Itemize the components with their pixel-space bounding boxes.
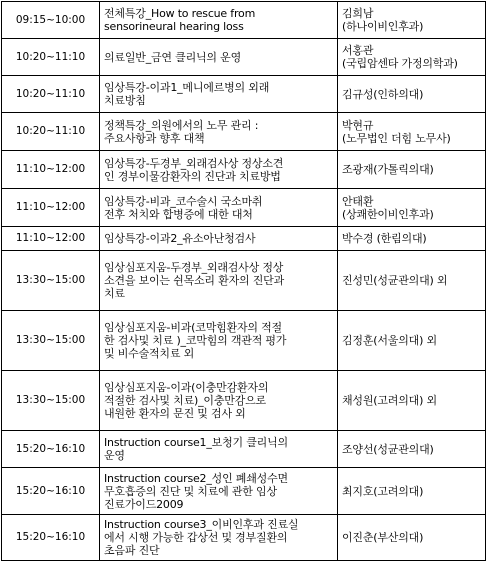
session-title <box>100 113 338 151</box>
session-time: 13:30~15:00 <box>2 311 100 371</box>
session-speaker <box>338 371 486 431</box>
session-title-line: 초음파 진단 <box>104 544 160 557</box>
session-speaker <box>338 251 486 311</box>
session-title <box>100 227 338 251</box>
session-title-line: 진료가이드2009 <box>104 497 184 511</box>
session-speaker <box>338 113 486 151</box>
session-time: 15:20~16:10 <box>2 468 100 515</box>
session-title-line: 인 경부이물감환자의 진단과 치료방법 <box>104 169 281 183</box>
session-speaker-line: 채성원(고려의대) 외 <box>342 394 437 407</box>
session-title-line: 주요사항과 향후 대책 <box>104 131 205 145</box>
session-speaker-line: 서홍관 <box>342 44 374 57</box>
session-title <box>100 2 338 39</box>
session-speaker-line: 조양선(성균관의대) <box>342 442 434 456</box>
table-row <box>2 311 486 371</box>
session-time: 11:10~12:00 <box>2 227 100 251</box>
session-title-line: 임상특강-두경부_외래검사상 정상소견 <box>104 156 284 170</box>
session-title <box>100 151 338 189</box>
session-title <box>100 39 338 76</box>
session-speaker-line: (하나이비인후과) <box>342 20 424 33</box>
session-speaker-line: (상쾌한이비인후과) <box>342 207 434 221</box>
session-speaker <box>338 431 486 468</box>
session-speaker-line: 최지호(고려의대) <box>342 484 424 498</box>
session-speaker <box>338 189 486 227</box>
table-row <box>2 515 486 561</box>
session-title-line: 임상특강-이과2_유소아난청검사 <box>104 232 256 245</box>
session-title <box>100 251 338 311</box>
session-time: 11:10~12:00 <box>2 151 100 189</box>
table-row <box>2 151 486 189</box>
table-row <box>2 227 486 251</box>
session-title-line: 임상특강-비과_코수술시 국소마취 <box>104 194 263 208</box>
table-row <box>2 251 486 311</box>
schedule-body <box>2 2 486 561</box>
session-title-line: 내원한 환자의 문진 및 검사 외 <box>104 407 246 420</box>
session-title-line: 임상심포지움-비과(코막힘환자의 적절 <box>104 321 282 334</box>
session-speaker <box>338 468 486 515</box>
session-time: 10:20~11:10 <box>2 39 100 76</box>
session-title <box>100 189 338 227</box>
session-time: 15:20~16:10 <box>2 431 100 468</box>
table-row <box>2 76 486 113</box>
table-row <box>2 189 486 227</box>
session-speaker <box>338 515 486 561</box>
session-speaker <box>338 76 486 113</box>
session-speaker-line: 박현규 <box>342 118 374 132</box>
session-title-line: 치료 <box>104 287 125 300</box>
session-speaker-line: 김규성(인하의대) <box>342 87 424 101</box>
session-title-line: 무호흡증의 진단 및 치료에 관한 임상 <box>104 484 277 498</box>
session-speaker <box>338 227 486 251</box>
table-row <box>2 39 486 76</box>
session-title-line: 적절한 검사및 치료)_이충만감으로 <box>104 394 266 407</box>
session-title-line: sensorineural hearing loss <box>104 20 244 33</box>
session-title-line: 한 검사및 치료 )_코막힘의 객관적 평가 <box>104 334 287 347</box>
session-title-line: 소견을 보이는 쉰목소리 환자의 진단과 <box>104 274 285 287</box>
table-row <box>2 468 486 515</box>
session-speaker <box>338 39 486 76</box>
session-title <box>100 311 338 371</box>
session-speaker <box>338 311 486 371</box>
session-title <box>100 515 338 561</box>
session-speaker-line: 김정훈(서울의대) 외 <box>342 334 437 347</box>
session-title-line: 운영 <box>104 449 125 462</box>
session-title-line: 전체특강_How to rescue from <box>104 7 256 20</box>
session-speaker-line: (국립암센타 가정의학과) <box>342 57 458 70</box>
session-title-line: 정책특강_의원에서의 노무 관리 : <box>104 118 259 132</box>
session-title-line: 전후 처치와 합병증에 대한 대처 <box>104 207 253 221</box>
session-time: 15:20~16:10 <box>2 515 100 561</box>
session-speaker-line: 김희남 <box>342 7 374 20</box>
session-time: 10:20~11:10 <box>2 113 100 151</box>
table-row <box>2 431 486 468</box>
session-title-line: 임상특강-이과1_메니에르병의 외래 <box>104 81 270 94</box>
session-speaker-line: 안태환 <box>342 194 374 208</box>
session-title-line: 치료방침 <box>104 94 146 107</box>
session-title <box>100 468 338 515</box>
session-title-line: 임상심포지움-이과(이충만감환자의 <box>104 381 269 394</box>
session-speaker <box>338 2 486 39</box>
table-row <box>2 113 486 151</box>
session-title-line: Instruction course2_성인 폐쇄성수면 <box>104 471 288 485</box>
table-row <box>2 2 486 39</box>
session-speaker-line: 박수경 (한림의대) <box>342 232 427 245</box>
session-speaker-line: 조광재(가톨릭의대) <box>342 163 434 176</box>
schedule-table <box>1 1 486 561</box>
session-time: 11:10~12:00 <box>2 189 100 227</box>
session-title-line: Instruction course1_보청기 클리닉의 <box>104 436 288 449</box>
session-speaker <box>338 151 486 189</box>
session-title-line: 에서 시행 가능한 갑상선 및 경부질환의 <box>104 531 288 544</box>
session-time: 10:20~11:10 <box>2 76 100 113</box>
session-speaker-line: 진성민(성균관의대) 외 <box>342 274 448 287</box>
session-title <box>100 431 338 468</box>
session-title-line: 임상심포지움-두경부_외래검사상 정상 <box>104 261 284 274</box>
session-title-line: 의료일반_금연 클리닉의 운영 <box>104 50 242 64</box>
session-speaker-line: 이진춘(부산의대) <box>342 531 424 544</box>
session-time: 13:30~15:00 <box>2 251 100 311</box>
session-title <box>100 371 338 431</box>
session-title-line: 및 비수술적치료 외 <box>104 347 195 360</box>
session-title <box>100 76 338 113</box>
session-time: 09:15~10:00 <box>2 2 100 39</box>
table-row <box>2 371 486 431</box>
session-time: 13:30~15:00 <box>2 371 100 431</box>
session-title-line: Instruction course3_이비인후과 진료실 <box>104 518 299 531</box>
session-speaker-line: (노무법인 더힘 노무사) <box>342 131 451 145</box>
